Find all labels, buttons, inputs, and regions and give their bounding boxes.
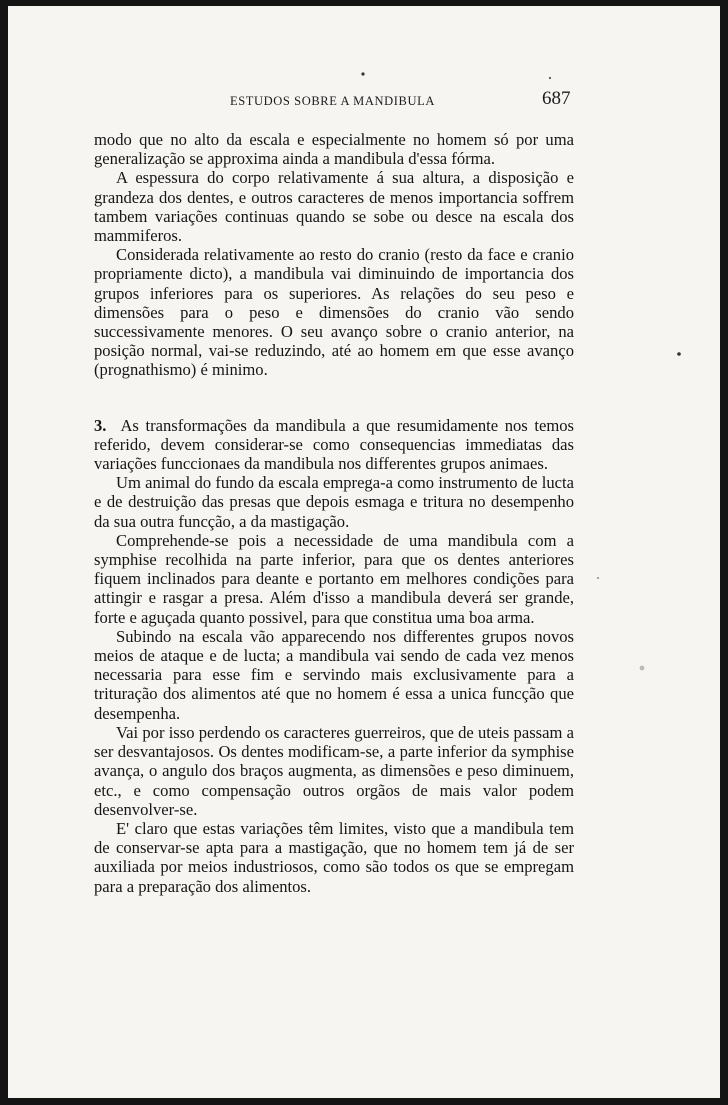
book-page (8, 6, 720, 1098)
page-number: 687 (542, 88, 571, 109)
paragraph: Comprehende-se pois a necessidade de uma mandibula com a symphise recolhida na parte inferior, para que os dentes anteriores fiquem inclinados para deante e portanto em melhores condições para attingir e rasgar a presa. Além d'isso a mandibula deverá ser grande, forte e aguçada quanto possivel, para que constitua uma boa arma. (94, 530, 574, 627)
ink-speck (677, 352, 681, 356)
section-number: 3. (94, 415, 107, 435)
ink-speck (361, 72, 364, 75)
running-title: ESTUDOS SOBRE A MANDIBULA (230, 94, 435, 108)
paragraph: E' claro que estas variações têm limites, visto que a mandibula tem de conservar-se apta para a mastigação, que no homem tem já de ser auxiliada por meios industriosos, como são todos os que se empregam para a preparação dos alimentos. (94, 818, 574, 896)
section-gap (94, 380, 574, 416)
paragraph: A espessura do corpo relativamente á sua altura, a disposição e grandeza dos dentes, e outros caracteres de menos importancia soffrem tambem variações continuas quando se sobe ou desce na escala dos mammiferos. (94, 168, 574, 246)
paragraph: modo que no alto da escala e especialmente no homem só por uma generalização se approxima ainda a mandibula d'essa fórma. (94, 130, 574, 169)
paragraph: Considerada relativamente ao resto do cranio (resto da face e cranio propriamente dicto), a mandibula vai diminuindo de importancia dos grupos inferiores para os superiores. As relações do seu peso e dimensões para o peso e dimensões do cranio vão sendo successivamente menores. O seu avanço sobre o cranio anterior, na posição normal, vai-se reduzindo, até ao homem em que esse avanço (prognathismo) é minimo. (94, 245, 574, 380)
ink-speck (640, 666, 645, 671)
section-first-paragraph (94, 416, 574, 474)
running-header (8, 90, 720, 116)
paragraph: Subindo na escala vão apparecendo nos differentes grupos novos meios de ataque e de lucta; a mandibula vai sendo de cada vez menos necessaria para esse fim e servindo mais exclusivamente para a trituração dos alimentos até que no homem é essa a unica funcção que desempenha. (94, 626, 574, 723)
ink-speck (597, 577, 599, 579)
paragraph: Vai por isso perdendo os caracteres guerreiros, que de uteis passam a ser desvantajosos. Os dentes modificam-se, a parte inferior da symphise avança, o angulo dos braços augmenta, as dimensões e peso diminuem, etc., e como compensação outros orgãos de mais valor podem desenvolver-se. (94, 722, 574, 819)
ink-speck (549, 77, 551, 79)
paragraph-text: As transformações da mandibula a que resumidamente nos temos referido, devem considerar-se como consequencias immediatas das variações funccionaes da mandibula nos differentes grupos animaes. (94, 415, 574, 474)
paragraph: Um animal do fundo da escala emprega-a como instrumento de lucta e de destruição das presas que depois esmaga e tritura no desempenho da sua outra funcção, a da mastigação. (94, 473, 574, 531)
body-text (94, 130, 574, 896)
